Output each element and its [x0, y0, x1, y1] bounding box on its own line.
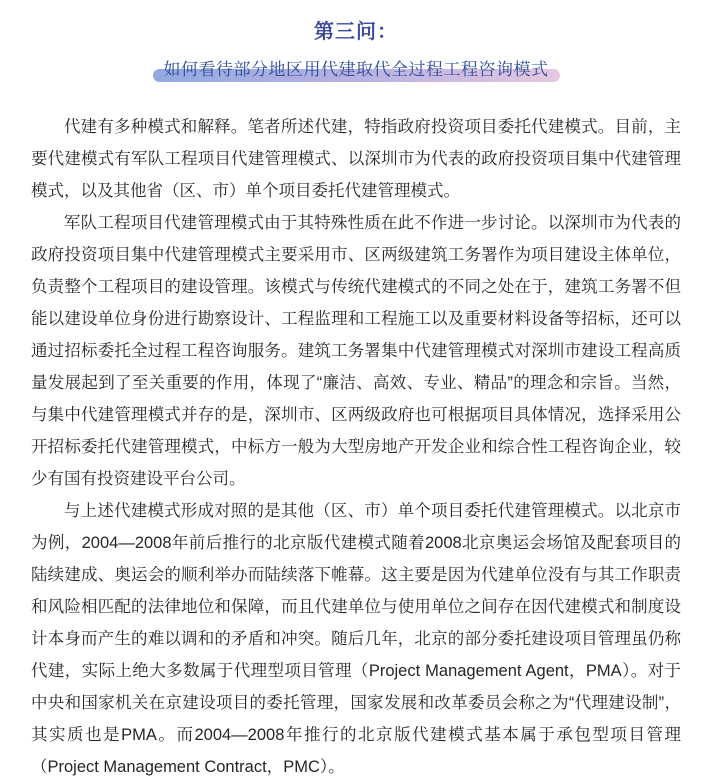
paragraph-2: 军队工程项目代建管理模式由于其特殊性质在此不作进一步讨论。以深圳市为代表的政府投资项目集中代建管理模式主要采用市、区两级建筑工务署作为项目建设主体单位，负责整个工程项目的建设管理。该模式与传统代建模式的不同之处在于，建筑工务署不但能以建设单位身份进行勘察设计、工程监理和工程施工以及重要材料设备等招标，还可以通过招标委托全过程工程咨询服务。建筑工务署集中代建管理模式对深圳市建设工程高质量发展起到了至关重要的作用，体现了“廉洁、高效、专业、精品”的理念和宗旨。当然，与集中代建管理模式并存的是，深圳市、区两级政府也可根据项目具体情况，选择采用公开招标委托代建管理模式，中标方一般为大型房地产开发企业和综合性工程咨询企业，较少有国有投资建设平台公司。: [31, 214, 681, 488]
article-page: [0, 15, 712, 776]
paragraph-3: 与上述代建模式形成对照的是其他（区、市）单个项目委托代建管理模式。以北京市为例，2004—2008年前后推行的北京版代建模式随着2008北京奥运会场馆及配套项目的陆续建成、奥运会的顺利举办而陆续落下帷幕。这主要是因为代建单位没有与其工作职责和风险相匹配的法律地位和保障，而且代建单位与使用单位之间存在因代建模式和制度设计本身而产生的难以调和的矛盾和冲突。随后几年，北京的部分委托建设项目管理虽仍称代建，实际上绝大多数属于代理型项目管理（Project Management Agent，PMA）。对于中央和国家机关在京建设项目的委托管理，国家发展和改革委员会称之为“代理建设制”，其实质也是PMA。而2004—2008年推行的北京版代建模式基本属于承包型项目管理（Project Management Contract，PMC）。: [31, 502, 681, 776]
gradient-highlight: [153, 69, 560, 82]
subtitle-row: [0, 55, 712, 80]
question-title: 第三问：: [314, 21, 398, 43]
paragraph-1: 代建有多种模式和解释。笔者所述代建，特指政府投资项目委托代建模式。目前，主要代建模式有军队工程项目代建管理模式、以深圳市为代表的政府投资项目集中代建管理模式，以及其他省（区、市）单个项目委托代建管理模式。: [31, 118, 681, 200]
question-subtitle: 如何看待部分地区用代建取代全过程工程咨询模式: [162, 55, 551, 80]
article-body: [0, 111, 712, 783]
